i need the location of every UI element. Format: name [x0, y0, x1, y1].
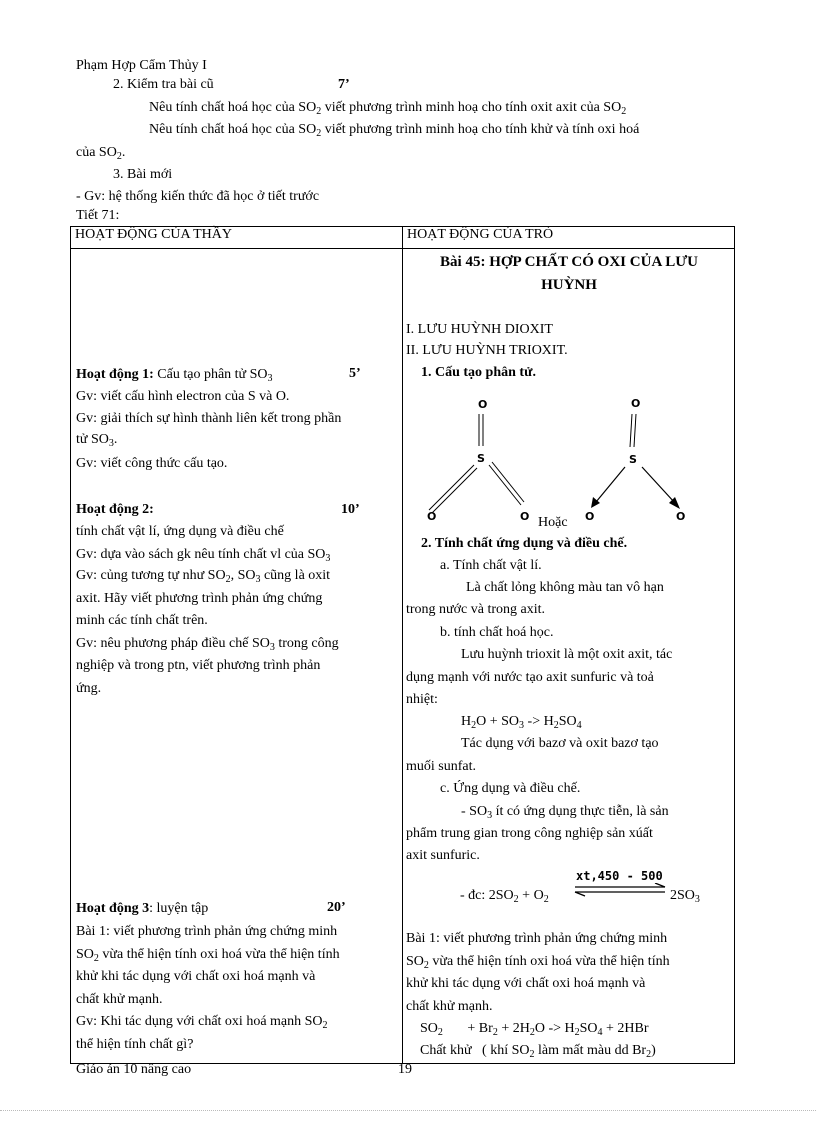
subsection-structure: 1. Cấu tạo phân tử. — [421, 365, 536, 380]
equation-so3-production: - đc: $2SO_2 + O_2$ — [460, 888, 549, 905]
reducing-agent-note: Chất khử ( khí $SO_2$ làm mất màu dd $Br_2$) — [420, 1043, 656, 1060]
teacher-line: Gv: giải thích sự hình thành liên kết trong phần — [76, 411, 342, 426]
student-line: khử khi tác dụng với chất oxi hoá mạnh và — [406, 976, 646, 991]
teacher-line: Gv: Khi tác dụng với chất oxi hoá mạnh $SO_2$ — [76, 1014, 328, 1031]
teacher-line: Gv: dựa vào sách gk nêu tính chất vl của $SO_3$ — [76, 547, 331, 564]
oxygen-atom-label: O — [520, 510, 530, 523]
coordinate-bond-arrow — [596, 467, 625, 502]
student-column-header: HOẠT ĐỘNG CỦA TRÒ — [403, 227, 735, 249]
teacher-line: chất khử mạnh. — [76, 992, 163, 1007]
equation-so3-water: $H_2O + SO_3 -> H_2SO_4$ — [461, 714, 582, 731]
oxygen-atom-label: O — [676, 510, 686, 523]
period-label: Tiết 71: — [76, 208, 120, 223]
section-1-heading: I. LƯU HUỲNH DIOXIT — [406, 322, 553, 337]
student-line: Là chất lỏng không màu tan vô hạn — [466, 580, 664, 595]
applications-heading: c. Ứng dụng và điều chế. — [440, 781, 581, 796]
bond-line — [492, 462, 524, 502]
teacher-line: Gv: viết công thức cấu tạo. — [76, 456, 228, 471]
check-old-time: 7’ — [338, 77, 350, 92]
student-line: dụng mạnh với nước tạo axit sunfuric và toả — [406, 670, 654, 685]
bond-line — [489, 465, 521, 505]
student-line: phẩm trung gian trong công nghiệp sản xúất — [406, 826, 653, 841]
student-line: Bài 1: viết phương trình phản ứng chứng minh — [406, 931, 668, 946]
lesson-title-line-1: Bài 45: HỢP CHẤT CÓ OXI CỦA LƯU — [440, 254, 698, 270]
sulfur-atom-label: S — [477, 452, 485, 465]
student-line: axit sunfuric. — [406, 848, 480, 863]
lesson-title-line-2: HUỲNH — [541, 277, 597, 293]
chemical-properties-heading: b. tính chất hoá học. — [440, 625, 554, 640]
coordinate-bond-arrow — [642, 467, 675, 503]
student-line: - $SO_3$ ít có ứng dụng thực tiễn, là sản — [461, 804, 669, 821]
oxygen-atom-label: O — [631, 397, 641, 410]
teacher-line: khử khi tác dụng với chất oxi hoá mạnh và — [76, 969, 316, 984]
student-line: Lưu huỳnh trioxit là một oxit axit, tác — [461, 647, 673, 662]
footer-title: Giáo án 10 nâng cao — [76, 1062, 192, 1077]
activity-3-heading: Hoạt động 3: luyện tập — [76, 901, 209, 916]
teacher-line: ứng. — [76, 681, 102, 696]
student-line: $SO_2$ vừa thể hiện tính oxi hoá vừa thể hiện tính — [406, 954, 670, 971]
lesson-table — [70, 226, 735, 1064]
reaction-condition: xt,450 - 500 — [576, 869, 663, 883]
activity-2-time: 10’ — [341, 502, 360, 517]
question-2: Nêu tính chất hoá học của $SO_2$ viết phương trình minh hoạ cho tính khử và tính oxi hoá — [149, 122, 640, 139]
equation-product: $2SO_3$ — [670, 888, 700, 905]
page-divider — [0, 1110, 816, 1111]
or-label: Hoặc — [538, 515, 568, 529]
teacher-line: Gv: nêu phương pháp điều chế $SO_3$ trong công — [76, 636, 339, 653]
teacher-line: Gv: củng tương tự như $SO_2$, $SO_3$ cũng là oxit — [76, 568, 331, 585]
student-line: Tác dụng với bazơ và oxit bazơ tạo — [461, 736, 659, 751]
oxygen-atom-label: O — [478, 398, 488, 411]
student-line: muối sunfat. — [406, 759, 476, 774]
activity-3-time: 20’ — [327, 900, 346, 915]
subsection-properties: 2. Tính chất ứng dụng và điều chế. — [421, 536, 628, 551]
student-line: trong nước và trong axit. — [406, 602, 546, 617]
teacher-line: $SO_2$ vừa thể hiện tính oxi hoá vừa thể hiện tính — [76, 947, 340, 964]
physical-properties-heading: a. Tính chất vật lí. — [440, 558, 542, 573]
teacher-line: tử $SO_3$. — [76, 432, 118, 449]
teacher-column-header: HOẠT ĐỘNG CỦA THẦY — [71, 227, 403, 249]
student-line: nhiệt: — [406, 692, 438, 707]
section-2-heading: II. LƯU HUỲNH TRIOXIT. — [406, 343, 568, 358]
so3-formula-double-bonds — [427, 398, 529, 523]
question-2-cont: của $SO_2$. — [76, 145, 126, 162]
activity-2-label: Hoạt động 2: — [76, 502, 154, 517]
teacher-line: minh các tính chất trên. — [76, 613, 208, 628]
student-column — [403, 249, 735, 1064]
equilibrium-arrow — [573, 883, 669, 897]
activity-1-heading: Hoạt động 1: Cấu tạo phân tử $SO_3$ — [76, 367, 273, 384]
teacher-line: tính chất vật lí, ứng dụng và điều chế — [76, 524, 284, 539]
teacher-line: axit. Hãy viết phương trình phản ứng chứng — [76, 591, 323, 606]
sulfur-atom-label: S — [629, 453, 637, 466]
equation-so2-bromine: $SO_2$ + $Br_2 + 2H_2O -> H_2SO_4 + 2HBr$ — [420, 1021, 649, 1038]
author-line: Phạm Hợp Cẩm Thủy I — [76, 58, 207, 73]
page-number: 19 — [398, 1062, 412, 1077]
oxygen-atom-label: O — [585, 510, 595, 523]
so3-structure-diagram — [403, 389, 735, 529]
activity-1-time: 5’ — [349, 366, 361, 381]
student-line: chất khử mạnh. — [406, 999, 493, 1014]
teacher-line: Gv: viết cấu hình electron của S và O. — [76, 389, 290, 404]
bond-line — [634, 414, 636, 447]
bond-line — [630, 414, 632, 447]
teacher-line: Bài 1: viết phương trình phản ứng chứng minh — [76, 924, 338, 939]
check-old-heading: 2. Kiểm tra bài cũ — [113, 77, 214, 92]
new-lesson-heading: 3. Bài mới — [113, 167, 173, 182]
gv-review: - Gv: hệ thống kiến thức đã học ở tiết trước — [76, 189, 320, 204]
teacher-column — [71, 249, 403, 1064]
so3-formula-coordinate-bonds — [585, 397, 685, 523]
teacher-line: thể hiện tính chất gì? — [76, 1037, 194, 1052]
teacher-line: nghiệp và trong ptn, viết phương trình phản — [76, 658, 321, 673]
bond-line — [432, 468, 477, 513]
question-1: Nêu tính chất hoá học của $SO_2$ viết phương trình minh hoạ cho tính oxit axit của $SO_2$ — [149, 100, 627, 117]
oxygen-atom-label: O — [427, 510, 437, 523]
bond-line — [429, 465, 474, 510]
